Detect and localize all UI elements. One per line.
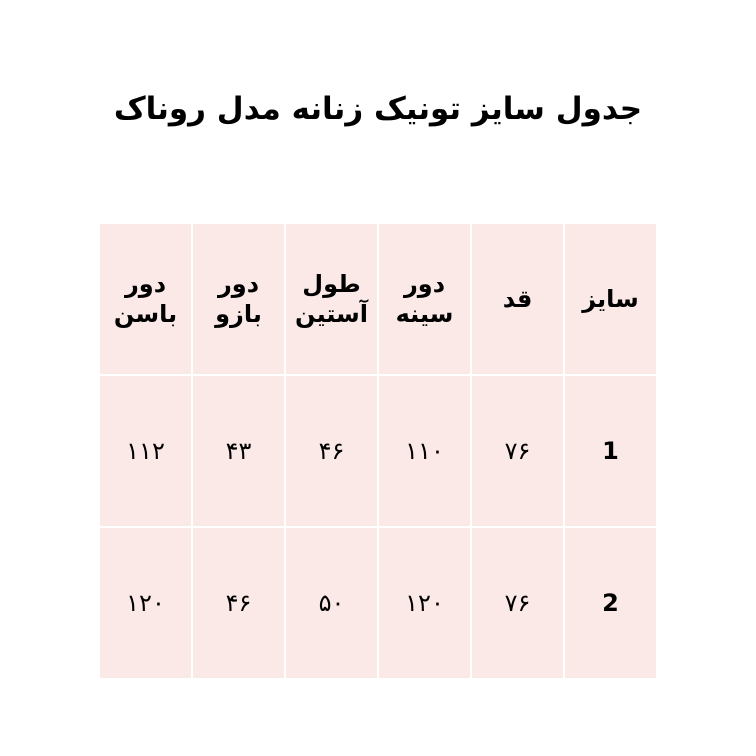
cell-hip: ۱۱۲ xyxy=(99,375,192,527)
header-hip: دور باسن xyxy=(99,223,192,375)
header-size: سایز xyxy=(564,223,657,375)
cell-length: ۷۶ xyxy=(471,375,564,527)
table-header-row xyxy=(99,223,657,375)
header-chest: دور سینه xyxy=(378,223,471,375)
table-row xyxy=(99,375,657,527)
cell-chest: ۱۱۰ xyxy=(378,375,471,527)
table-row xyxy=(99,527,657,679)
cell-size: 2 xyxy=(564,527,657,679)
cell-chest: ۱۲۰ xyxy=(378,527,471,679)
header-sleeve-length: طول آستین xyxy=(285,223,378,375)
cell-hip: ۱۲۰ xyxy=(99,527,192,679)
size-chart-table xyxy=(98,222,658,680)
cell-length: ۷۶ xyxy=(471,527,564,679)
header-arm: دور بازو xyxy=(192,223,285,375)
cell-arm: ۴۳ xyxy=(192,375,285,527)
cell-arm: ۴۶ xyxy=(192,527,285,679)
cell-sleeve-length: ۵۰ xyxy=(285,527,378,679)
header-length: قد xyxy=(471,223,564,375)
cell-sleeve-length: ۴۶ xyxy=(285,375,378,527)
cell-size: 1 xyxy=(564,375,657,527)
page-title: جدول سایز تونیک زنانه مدل روناک xyxy=(113,91,643,127)
